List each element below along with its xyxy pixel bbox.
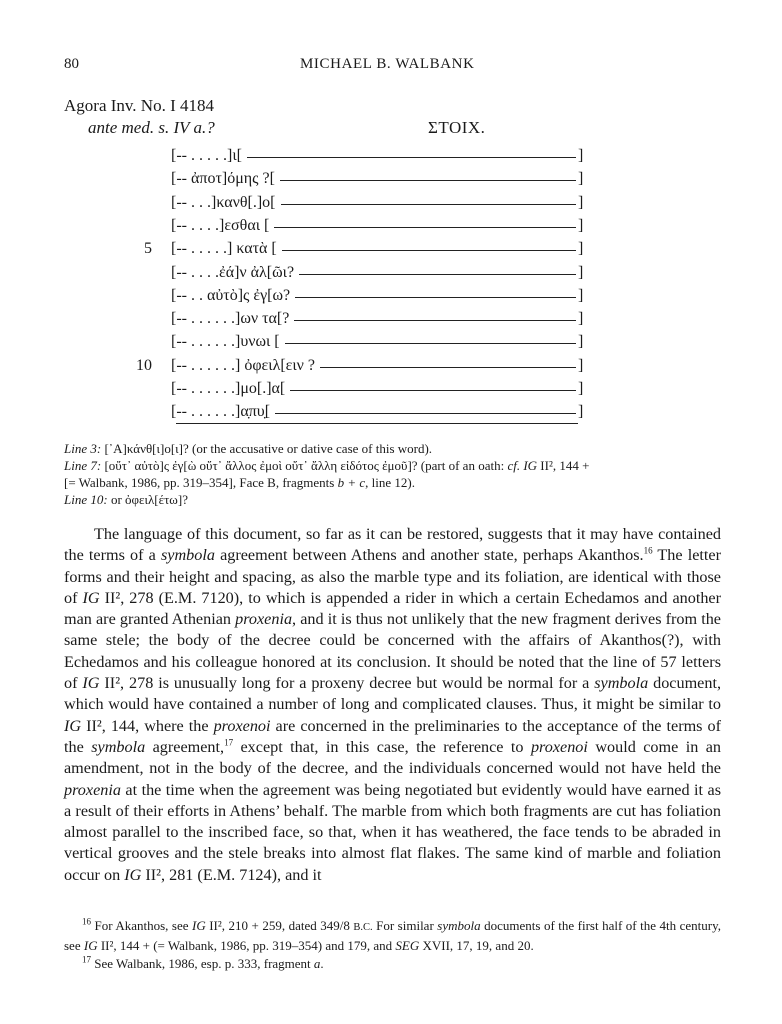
lacuna-dashes: [320, 367, 576, 368]
page-number: 80: [64, 56, 79, 72]
inscription-line-text: [-- . . . . . .]μο[.]α[: [171, 380, 286, 397]
inscription-line: [0, 355, 782, 377]
lacuna-dashes: [280, 180, 576, 181]
line-number: 5: [144, 240, 152, 258]
note-line-7-cont: [= Walbank, 1986, pp. 319–354], Face B, fragments b + c, line 12).: [64, 475, 415, 490]
inscription-line: [0, 238, 782, 260]
footnote-17: $^{17}$ See Walbank, 1986, esp. p. 333, fragment a.: [82, 954, 324, 971]
inscription-line: [0, 285, 782, 307]
lacuna-dashes: [295, 297, 576, 298]
inscription-line-text: [-- . . αὐτὸ]ς ἐγ[ω?: [171, 286, 291, 304]
page-header: [0, 54, 782, 76]
line-end-bracket: ]: [578, 380, 584, 397]
lacuna-dashes: [275, 413, 576, 414]
lacuna-dashes: [274, 227, 576, 228]
inscription-line-text: [-- . . . . .] κατὰ [: [171, 240, 277, 258]
line-end-bracket: ]: [578, 403, 584, 421]
stoichedon-label: ΣΤΟΙΧ.: [428, 118, 486, 137]
lacuna-dashes: [247, 157, 576, 158]
footnotes: [64, 917, 721, 973]
inscription-date: ante med. s. IV a.?: [88, 118, 215, 137]
line-end-bracket: ]: [578, 310, 584, 328]
inscription-line: [0, 192, 782, 214]
inscription-line-text: [-- . . . . .]ι[: [171, 147, 242, 164]
line-number: 10: [136, 356, 152, 374]
line-end-bracket: ]: [578, 216, 584, 234]
inscription-line: [0, 378, 782, 400]
line-end-bracket: ]: [578, 240, 584, 258]
note-line-10: Line 10: or ὀφειλ[έτω]?: [64, 492, 188, 507]
inscription-final-dashes: [176, 423, 578, 424]
line-end-bracket: ]: [578, 333, 584, 351]
lacuna-dashes: [282, 250, 576, 251]
inscription-line: [0, 168, 782, 190]
line-end-bracket: ]: [578, 170, 584, 188]
inscription-line: [0, 215, 782, 237]
lacuna-dashes: [294, 320, 576, 321]
line-end-bracket: ]: [578, 286, 584, 304]
line-end-bracket: ]: [578, 147, 584, 164]
running-head: MICHAEL B. WALBANK: [300, 56, 475, 72]
inscription-line-text: [-- . . . . . .]ων τα[?: [171, 310, 290, 328]
inscription-line-text: [-- . . .]κανθ[.]ο[: [171, 193, 276, 211]
lacuna-dashes: [299, 274, 576, 275]
note-line-3: Line 3: [᾿Α]κάνθ[ι]ο[ι]? (or the accusative or dative case of this word).: [64, 441, 433, 456]
inscription-line: [0, 308, 782, 330]
inscription-line-text: [-- . . . . . .]α̣πυ̣[: [171, 403, 271, 421]
line-end-bracket: ]: [578, 263, 584, 281]
line-end-bracket: ]: [578, 356, 584, 374]
footnote-16: $^{16}$ For Akanthos, see IG II², 210 + 259, dated 349/8 B.C. For similar symbola documents of the first half of the 4th century, see IG II², 144 + (= Walbank, 1986, pp. 319–354) and 179, and SEG XVII, 17, 19, and 20.: [64, 916, 721, 953]
inscription-line-text: [-- . . . . . .]υνωι [: [171, 333, 280, 351]
lacuna-dashes: [281, 204, 577, 205]
inscription-line-text: [-- . . . .ἐά]ν ἀλ[ῶι?: [171, 263, 295, 281]
inscription-line: [0, 331, 782, 353]
inscription-line: [0, 401, 782, 423]
lacuna-dashes: [290, 390, 576, 391]
inscription-line: [0, 145, 782, 167]
inscription-line: [0, 262, 782, 284]
body-paragraph: The language of this document, so far as it can be restored, suggests that it may have contained the terms of a symbola agreement between Athens and another state, perhaps Akanthos.$^{16}$ The letter forms and their height and spacing, as also the marble type and its foliation, are identical with those of IG II², 278 (E.M. 7120), to which is appended a rider in which a certain Echedamos and another man are granted Athenian proxenia, and it is thus not unlikely that the new fragment derives from the same stele; the body of the decree could be concerned with the affairs of Akanthos(?), with Echedamos and his colleague honored at its conclusion. It should be noted that the line of 57 letters of IG II², 278 is unusually long for a proxeny decree but would be normal for a symbola document, which would have contained a number of long and complicated clauses. Thus, it might be similar to IG II², 144, where the proxenoi are concerned in the preliminaries to the acceptance of the terms of the symbola agreement,$^{17}$ except that, in this case, the reference to proxenoi would come in an amendment, not in the body of the decree, and the individuals concerned would not have held the proxenia at the time when the agreement was being negotiated but evidently would have earned it as a result of their efforts in Athens’ behalf. The marble from which both fragments are cut has foliation almost parallel to the inscribed face, so that, when it has weathered, the face tends to be abraded in vertical grooves and the stele breaks into almost flat flakes. The same kind of marble and foliation occur on IG II², 281 (E.M. 7124), and it: [64, 525, 722, 884]
inscription-line-text: [-- ἀποτ]όμης ?[: [171, 170, 275, 188]
inscription-line-text: [-- . . . . . .] ὀφειλ[ειν ?: [171, 356, 316, 374]
inscription-line-text: [-- . . . .]εσθαι [: [171, 216, 270, 234]
line-end-bracket: ]: [578, 193, 584, 211]
inventory-number: Agora Inv. No. I 4184: [64, 96, 214, 115]
lacuna-dashes: [285, 343, 576, 344]
note-line-7: Line 7: [οὔτ᾿ αὐτὸ]ς ἐγ[ὼ οὔτ᾿ ἄλλος ἐμοὶ οὔτ᾿ ἄλλη εἰδότος ἐμοῦ]? (part of an oath: cf. IG II², 144 +: [64, 458, 590, 473]
